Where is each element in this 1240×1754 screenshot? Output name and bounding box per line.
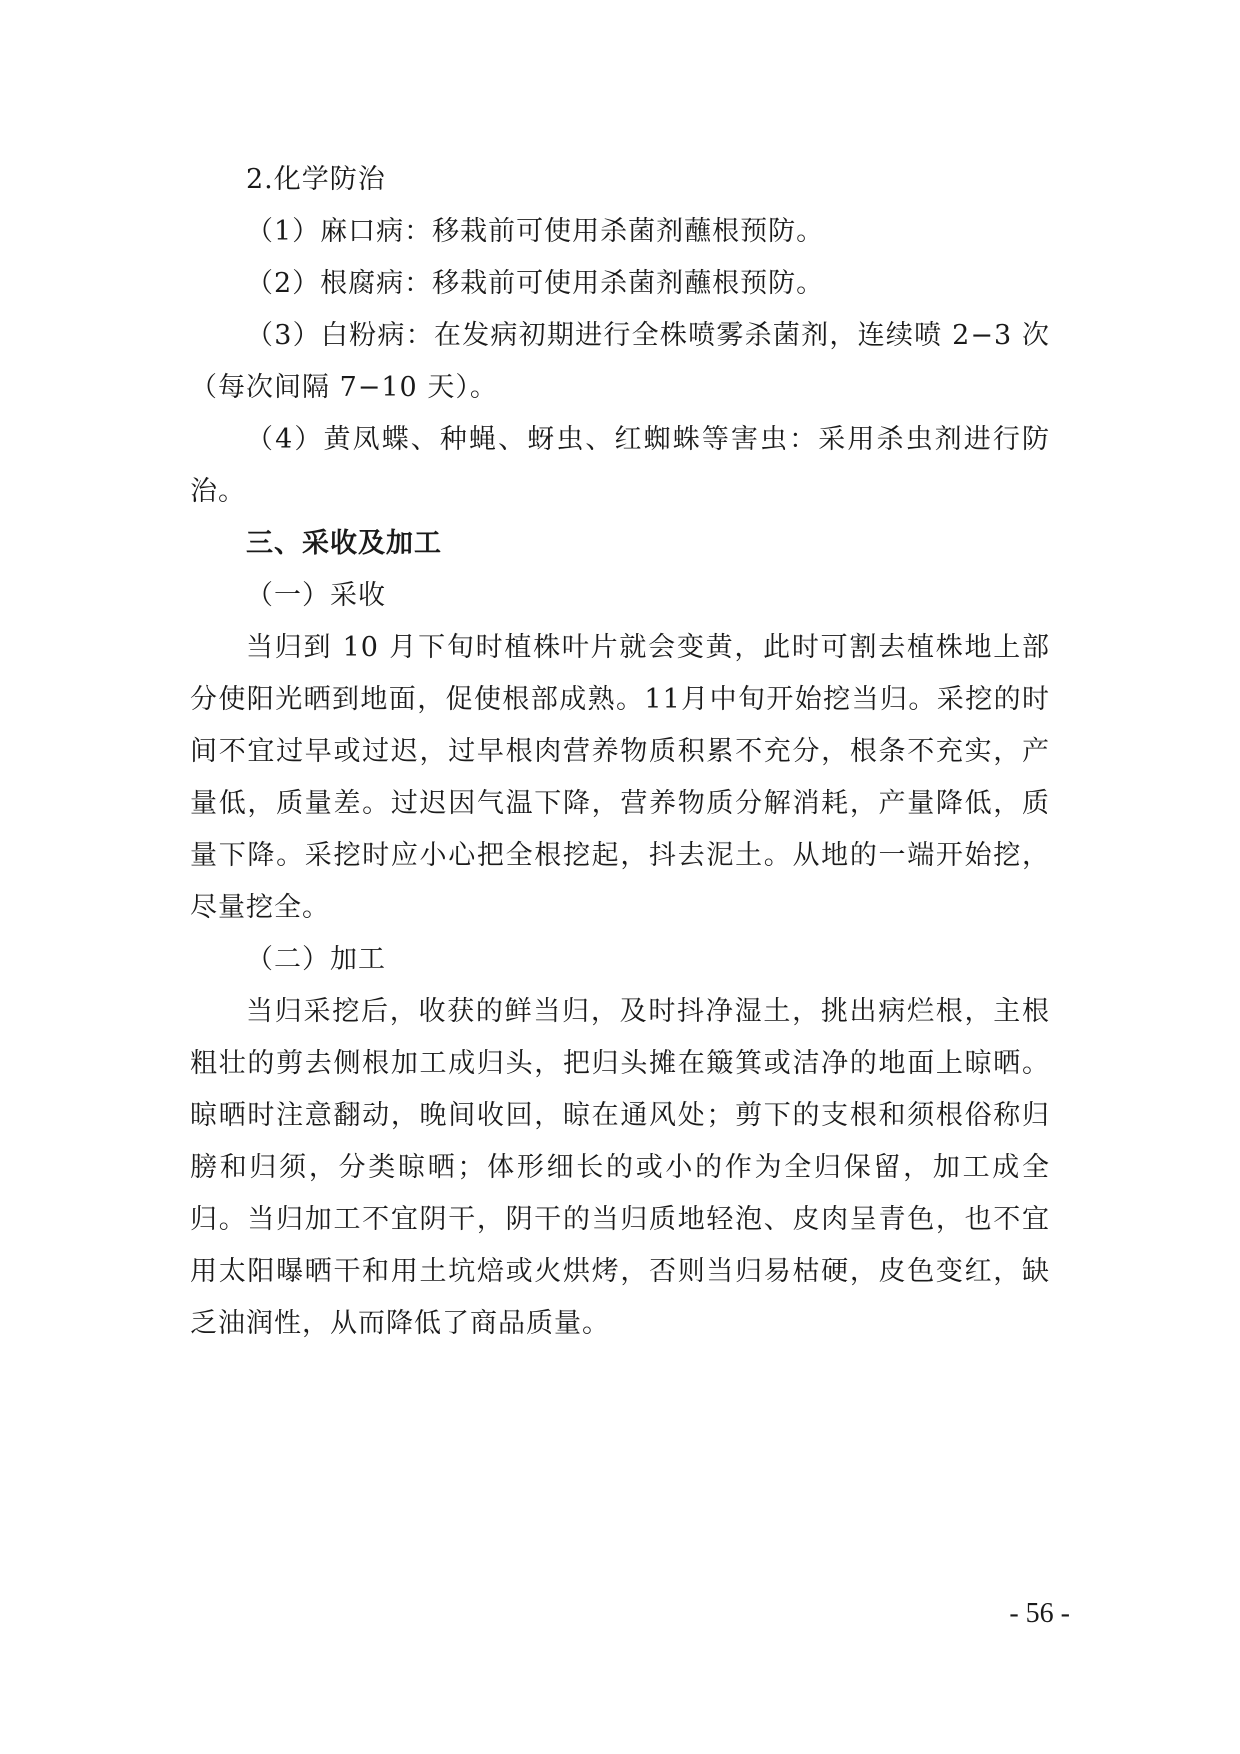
page-number: - 56 -	[1009, 1598, 1070, 1629]
section-title-chemical-control: 2.化学防治	[246, 164, 386, 195]
subsection-title-harvest: （一）采收	[246, 580, 386, 611]
paragraph-processing: 当归采挖后，收获的鲜当归，及时抖净湿土，挑出病烂根，主根粗壮的剪去侧根加工成归头，把归头摊在簸箕或洁净的地面上晾晒。晾晒时注意翻动，晚间收回，晾在通风处；剪下的支根和须根俗称归膀和归须，分类晾晒；体形细长的或小的作为全归保留，加工成全归。当归加工不宜阴干，阴干的当归质地轻泡、皮肉呈青色，也不宜用太阳曝晒干和用土坑焙或火烘烤，否则当归易枯硬，皮色变红，缺乏油润性，从而降低了商品质量。	[190, 996, 1050, 1339]
subsection-title-processing: （二）加工	[246, 944, 386, 975]
paragraph-harvest: 当归到 10 月下旬时植株叶片就会变黄，此时可割去植株地上部分使阳光晒到地面，促使根部成熟。11月中旬开始挖当归。采挖的时间不宜过早或过迟，过早根肉营养物质积累不充分，根条不充实，产量低，质量差。过迟因气温下降，营养物质分解消耗，产量降低，质量下降。采挖时应小心把全根挖起，抖去泥土。从地的一端开始挖，尽量挖全。	[190, 632, 1050, 923]
item-4: （4）黄凤蝶、种蝇、蚜虫、红蜘蛛等害虫：采用杀虫剂进行防治。	[190, 424, 1050, 507]
item-3: （3）白粉病：在发病初期进行全株喷雾杀菌剂，连续喷 2−3 次（每次间隔 7−10 天）。	[190, 320, 1050, 403]
document-body	[190, 154, 1050, 1350]
item-1: （1）麻口病：移栽前可使用杀菌剂蘸根预防。	[246, 216, 825, 247]
item-2: （2）根腐病：移栽前可使用杀菌剂蘸根预防。	[246, 268, 825, 299]
section-heading-harvest-processing: 三、采收及加工	[246, 528, 442, 559]
